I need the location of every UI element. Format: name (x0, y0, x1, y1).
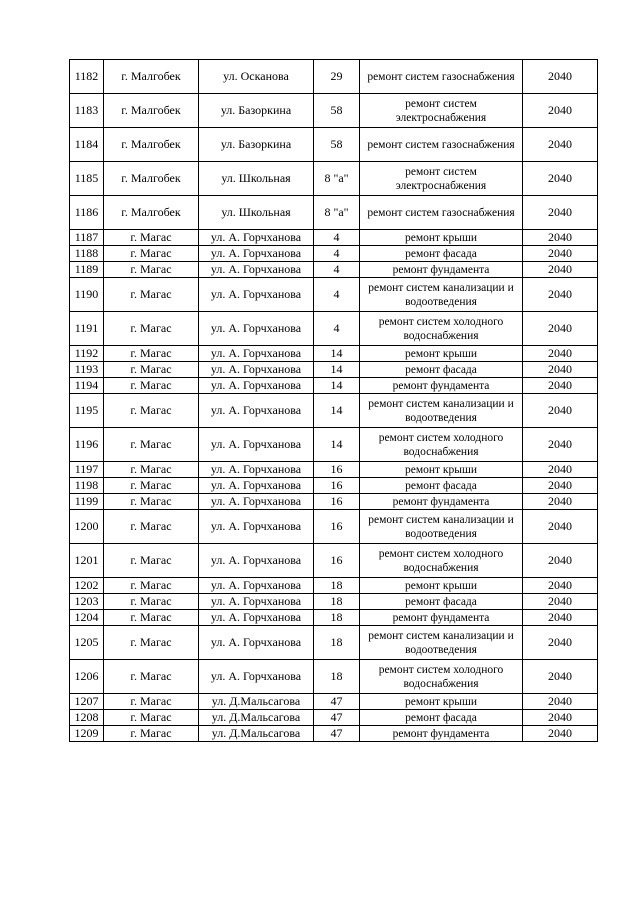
street-cell: ул. А. Горчханова (199, 610, 314, 626)
street-cell: ул. Д.Мальсагова (199, 694, 314, 710)
house-number-cell: 58 (314, 94, 360, 128)
row-number-cell: 1209 (70, 726, 104, 742)
row-number-cell: 1182 (70, 60, 104, 94)
house-number-cell: 8 "а" (314, 162, 360, 196)
table-row (70, 478, 598, 494)
table-row (70, 378, 598, 394)
row-number-cell: 1193 (70, 362, 104, 378)
table-row (70, 312, 598, 346)
year-cell: 2040 (523, 312, 598, 346)
row-number-cell: 1207 (70, 694, 104, 710)
year-cell: 2040 (523, 610, 598, 626)
work-type-cell: ремонт фундамента (360, 726, 523, 742)
row-number-cell: 1204 (70, 610, 104, 626)
row-number-cell: 1195 (70, 394, 104, 428)
row-number-cell: 1197 (70, 462, 104, 478)
work-type-cell: ремонт систем электроснабжения (360, 162, 523, 196)
city-cell: г. Магас (104, 462, 199, 478)
work-type-cell: ремонт систем канализации и водоотведения (360, 394, 523, 428)
table-row (70, 726, 598, 742)
year-cell: 2040 (523, 578, 598, 594)
house-number-cell: 47 (314, 726, 360, 742)
city-cell: г. Магас (104, 362, 199, 378)
city-cell: г. Магас (104, 278, 199, 312)
city-cell: г. Магас (104, 312, 199, 346)
house-number-cell: 14 (314, 362, 360, 378)
row-number-cell: 1183 (70, 94, 104, 128)
city-cell: г. Малгобек (104, 162, 199, 196)
table-row (70, 60, 598, 94)
table-row (70, 694, 598, 710)
year-cell: 2040 (523, 626, 598, 660)
row-number-cell: 1187 (70, 230, 104, 246)
work-type-cell: ремонт крыши (360, 462, 523, 478)
table-row (70, 544, 598, 578)
year-cell: 2040 (523, 660, 598, 694)
year-cell: 2040 (523, 594, 598, 610)
work-type-cell: ремонт систем канализации и водоотведения (360, 278, 523, 312)
year-cell: 2040 (523, 262, 598, 278)
table-row (70, 246, 598, 262)
street-cell: ул. А. Горчханова (199, 510, 314, 544)
street-cell: ул. А. Горчханова (199, 312, 314, 346)
year-cell: 2040 (523, 346, 598, 362)
year-cell: 2040 (523, 726, 598, 742)
city-cell: г. Магас (104, 262, 199, 278)
house-number-cell: 18 (314, 610, 360, 626)
street-cell: ул. А. Горчханова (199, 544, 314, 578)
house-number-cell: 18 (314, 594, 360, 610)
city-cell: г. Малгобек (104, 94, 199, 128)
work-type-cell: ремонт фасада (360, 710, 523, 726)
house-number-cell: 18 (314, 626, 360, 660)
table-row (70, 626, 598, 660)
work-type-cell: ремонт фасада (360, 246, 523, 262)
city-cell: г. Малгобек (104, 60, 199, 94)
row-number-cell: 1198 (70, 478, 104, 494)
house-number-cell: 14 (314, 378, 360, 394)
street-cell: ул. Школьная (199, 162, 314, 196)
city-cell: г. Малгобек (104, 128, 199, 162)
city-cell: г. Магас (104, 626, 199, 660)
table-row (70, 494, 598, 510)
row-number-cell: 1205 (70, 626, 104, 660)
table-row (70, 710, 598, 726)
work-type-cell: ремонт фундамента (360, 610, 523, 626)
year-cell: 2040 (523, 60, 598, 94)
work-type-cell: ремонт систем газоснабжения (360, 60, 523, 94)
year-cell: 2040 (523, 694, 598, 710)
row-number-cell: 1208 (70, 710, 104, 726)
work-type-cell: ремонт систем холодного водоснабжения (360, 660, 523, 694)
row-number-cell: 1189 (70, 262, 104, 278)
table-row (70, 394, 598, 428)
city-cell: г. Магас (104, 578, 199, 594)
table-row (70, 196, 598, 230)
work-type-cell: ремонт систем электроснабжения (360, 94, 523, 128)
street-cell: ул. Базоркина (199, 94, 314, 128)
row-number-cell: 1206 (70, 660, 104, 694)
year-cell: 2040 (523, 478, 598, 494)
year-cell: 2040 (523, 246, 598, 262)
house-number-cell: 16 (314, 478, 360, 494)
row-number-cell: 1184 (70, 128, 104, 162)
table-row (70, 162, 598, 196)
street-cell: ул. Школьная (199, 196, 314, 230)
work-type-cell: ремонт крыши (360, 578, 523, 594)
work-type-cell: ремонт фундамента (360, 378, 523, 394)
year-cell: 2040 (523, 428, 598, 462)
row-number-cell: 1196 (70, 428, 104, 462)
year-cell: 2040 (523, 510, 598, 544)
city-cell: г. Магас (104, 610, 199, 626)
street-cell: ул. А. Горчханова (199, 594, 314, 610)
city-cell: г. Магас (104, 710, 199, 726)
year-cell: 2040 (523, 362, 598, 378)
work-type-cell: ремонт фасада (360, 478, 523, 494)
street-cell: ул. А. Горчханова (199, 378, 314, 394)
year-cell: 2040 (523, 230, 598, 246)
row-number-cell: 1200 (70, 510, 104, 544)
row-number-cell: 1194 (70, 378, 104, 394)
work-type-cell: ремонт фасада (360, 594, 523, 610)
street-cell: ул. Д.Мальсагова (199, 710, 314, 726)
table-row (70, 346, 598, 362)
row-number-cell: 1199 (70, 494, 104, 510)
year-cell: 2040 (523, 162, 598, 196)
year-cell: 2040 (523, 196, 598, 230)
house-number-cell: 18 (314, 660, 360, 694)
house-number-cell: 16 (314, 462, 360, 478)
year-cell: 2040 (523, 94, 598, 128)
street-cell: ул. А. Горчханова (199, 578, 314, 594)
row-number-cell: 1185 (70, 162, 104, 196)
row-number-cell: 1203 (70, 594, 104, 610)
work-type-cell: ремонт крыши (360, 346, 523, 362)
street-cell: ул. А. Горчханова (199, 394, 314, 428)
city-cell: г. Магас (104, 494, 199, 510)
table-row (70, 578, 598, 594)
table-row (70, 278, 598, 312)
work-type-cell: ремонт фасада (360, 362, 523, 378)
house-number-cell: 4 (314, 262, 360, 278)
work-type-cell: ремонт систем холодного водоснабжения (360, 544, 523, 578)
year-cell: 2040 (523, 378, 598, 394)
city-cell: г. Магас (104, 544, 199, 578)
house-number-cell: 4 (314, 312, 360, 346)
city-cell: г. Магас (104, 394, 199, 428)
work-type-cell: ремонт систем канализации и водоотведения (360, 510, 523, 544)
house-number-cell: 47 (314, 694, 360, 710)
work-type-cell: ремонт фундамента (360, 262, 523, 278)
city-cell: г. Магас (104, 510, 199, 544)
city-cell: г. Магас (104, 660, 199, 694)
city-cell: г. Магас (104, 478, 199, 494)
street-cell: ул. А. Горчханова (199, 246, 314, 262)
house-number-cell: 14 (314, 428, 360, 462)
table-body (70, 60, 598, 742)
repair-schedule-table (69, 59, 598, 742)
table-row (70, 94, 598, 128)
city-cell: г. Магас (104, 346, 199, 362)
street-cell: ул. А. Горчханова (199, 494, 314, 510)
row-number-cell: 1202 (70, 578, 104, 594)
table-row (70, 510, 598, 544)
house-number-cell: 16 (314, 510, 360, 544)
row-number-cell: 1191 (70, 312, 104, 346)
house-number-cell: 4 (314, 230, 360, 246)
table-row (70, 428, 598, 462)
city-cell: г. Магас (104, 378, 199, 394)
street-cell: ул. А. Горчханова (199, 230, 314, 246)
year-cell: 2040 (523, 710, 598, 726)
street-cell: ул. А. Горчханова (199, 478, 314, 494)
street-cell: ул. А. Горчханова (199, 362, 314, 378)
table-row (70, 462, 598, 478)
row-number-cell: 1186 (70, 196, 104, 230)
street-cell: ул. А. Горчханова (199, 462, 314, 478)
row-number-cell: 1201 (70, 544, 104, 578)
table-row (70, 660, 598, 694)
street-cell: ул. Осканова (199, 60, 314, 94)
city-cell: г. Малгобек (104, 196, 199, 230)
work-type-cell: ремонт крыши (360, 694, 523, 710)
work-type-cell: ремонт систем холодного водоснабжения (360, 312, 523, 346)
work-type-cell: ремонт систем газоснабжения (360, 128, 523, 162)
street-cell: ул. Д.Мальсагова (199, 726, 314, 742)
house-number-cell: 14 (314, 394, 360, 428)
street-cell: ул. А. Горчханова (199, 428, 314, 462)
row-number-cell: 1188 (70, 246, 104, 262)
work-type-cell: ремонт систем газоснабжения (360, 196, 523, 230)
year-cell: 2040 (523, 494, 598, 510)
work-type-cell: ремонт крыши (360, 230, 523, 246)
house-number-cell: 8 "а" (314, 196, 360, 230)
table-row (70, 230, 598, 246)
city-cell: г. Магас (104, 230, 199, 246)
house-number-cell: 29 (314, 60, 360, 94)
house-number-cell: 4 (314, 278, 360, 312)
city-cell: г. Магас (104, 726, 199, 742)
house-number-cell: 58 (314, 128, 360, 162)
street-cell: ул. А. Горчханова (199, 278, 314, 312)
city-cell: г. Магас (104, 694, 199, 710)
row-number-cell: 1192 (70, 346, 104, 362)
table-row (70, 262, 598, 278)
year-cell: 2040 (523, 128, 598, 162)
house-number-cell: 4 (314, 246, 360, 262)
year-cell: 2040 (523, 394, 598, 428)
street-cell: ул. А. Горчханова (199, 660, 314, 694)
house-number-cell: 16 (314, 544, 360, 578)
table-row (70, 362, 598, 378)
table-row (70, 128, 598, 162)
city-cell: г. Магас (104, 246, 199, 262)
street-cell: ул. Базоркина (199, 128, 314, 162)
work-type-cell: ремонт систем канализации и водоотведения (360, 626, 523, 660)
work-type-cell: ремонт фундамента (360, 494, 523, 510)
work-type-cell: ремонт систем холодного водоснабжения (360, 428, 523, 462)
house-number-cell: 47 (314, 710, 360, 726)
street-cell: ул. А. Горчханова (199, 626, 314, 660)
table-row (70, 610, 598, 626)
street-cell: ул. А. Горчханова (199, 346, 314, 362)
city-cell: г. Магас (104, 594, 199, 610)
row-number-cell: 1190 (70, 278, 104, 312)
table-row (70, 594, 598, 610)
year-cell: 2040 (523, 278, 598, 312)
city-cell: г. Магас (104, 428, 199, 462)
house-number-cell: 16 (314, 494, 360, 510)
house-number-cell: 18 (314, 578, 360, 594)
year-cell: 2040 (523, 462, 598, 478)
house-number-cell: 14 (314, 346, 360, 362)
street-cell: ул. А. Горчханова (199, 262, 314, 278)
year-cell: 2040 (523, 544, 598, 578)
